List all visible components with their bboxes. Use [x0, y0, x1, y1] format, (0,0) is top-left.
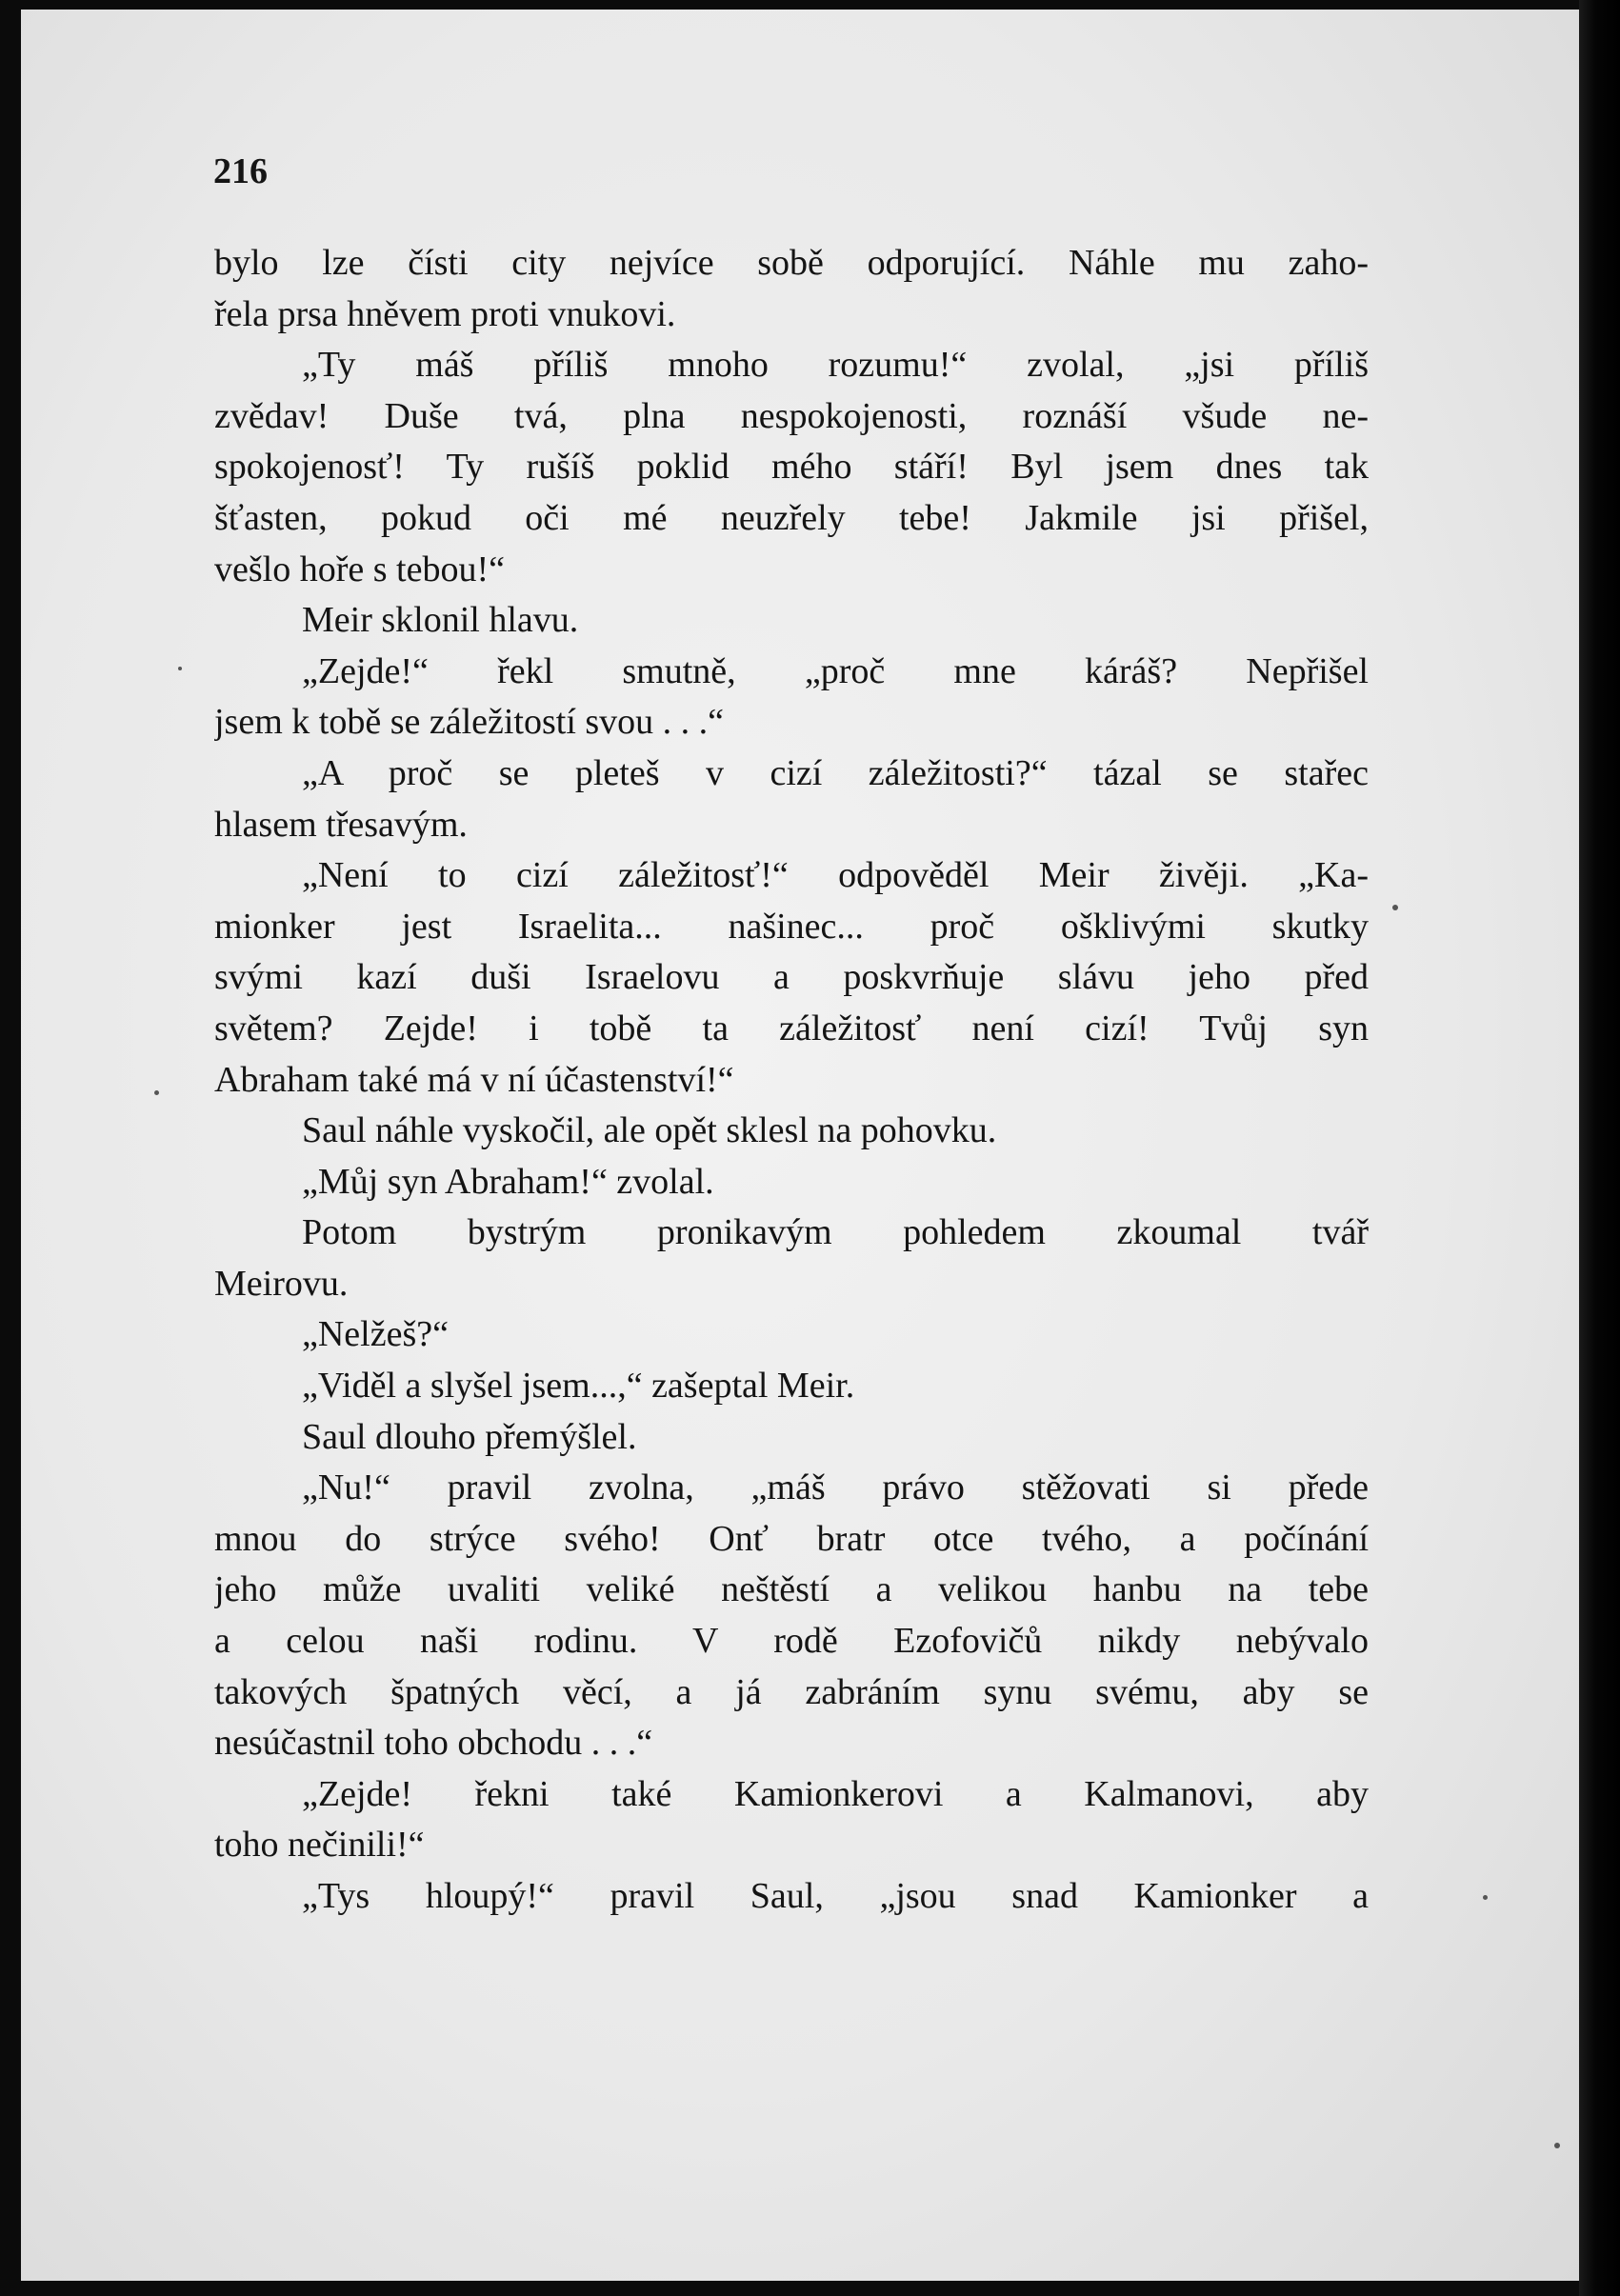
- scan-speck: [178, 667, 182, 670]
- text-line: „Můj syn Abraham!“ zvolal.: [302, 1161, 714, 1202]
- text-line: spokojenosť! Ty rušíš poklid mého stáří! Byl jsem dnes tak: [214, 447, 1369, 488]
- text-line: Abraham také má v ní účastenství!“: [214, 1059, 734, 1100]
- page-number: 216: [213, 151, 268, 191]
- text-line: vešlo hoře s tebou!“: [214, 549, 505, 589]
- text-line: jsem k tobě se záležitostí svou . . .“: [214, 702, 725, 743]
- text-line: zvědav! Duše tvá, plna nespokojenosti, roznáší všude ne-: [214, 395, 1369, 436]
- text-line: „Zejde!“ řekl smutně, „proč mne káráš? Nepřišel: [302, 650, 1369, 691]
- text-line: Saul náhle vyskočil, ale opět sklesl na pohovku.: [302, 1110, 997, 1151]
- text-line: „A proč se pleteš v cizí záležitosti?“ tázal se stařec: [302, 752, 1369, 793]
- scan-speck: [1554, 2143, 1560, 2148]
- text-line: Meirovu.: [214, 1263, 349, 1304]
- text-line: mnou do strýce svého! Onť bratr otce tvého, a počínání: [214, 1518, 1369, 1559]
- text-line: „Není to cizí záležitosť!“ odpověděl Meir živěji. „Ka-: [302, 855, 1369, 896]
- text-line: mionker jest Israelita... našinec... proč ošklivými skutky: [214, 906, 1369, 947]
- text-line: takových špatných věcí, a já zabráním synu svému, aby se: [214, 1671, 1369, 1712]
- text-line: „Ty máš příliš mnoho rozumu!“ zvolal, „jsi příliš: [302, 345, 1369, 386]
- text-line: jeho může uvaliti veliké neštěstí a velikou hanbu na tebe: [214, 1569, 1369, 1610]
- scan-border: [1579, 0, 1620, 2296]
- text-line: „Viděl a slyšel jsem...,“ zašeptal Meir.: [302, 1366, 855, 1407]
- text-line: Meir sklonil hlavu.: [302, 600, 579, 641]
- text-line: řela prsa hněvem proti vnukovi.: [214, 293, 676, 334]
- text-line: Saul dlouho přemýšlel.: [302, 1416, 637, 1457]
- text-line: šťasten, pokud oči mé neuzřely tebe! Jakmile jsi přišel,: [214, 497, 1369, 538]
- text-line: Potom bystrým pronikavým pohledem zkoumal tvář: [302, 1212, 1369, 1253]
- text-line: „Nu!“ pravil zvolna, „máš právo stěžovati si přede: [302, 1467, 1369, 1508]
- scan-speck: [1392, 905, 1398, 910]
- body-text: [214, 238, 1369, 1923]
- text-line: toho nečinili!“: [214, 1825, 425, 1866]
- text-line: „Nelžeš?“: [302, 1314, 449, 1355]
- text-line: světem? Zejde! i tobě ta záležitosť není cizí! Tvůj syn: [214, 1008, 1369, 1048]
- scan-speck: [1483, 1895, 1488, 1900]
- text-line: „Tys hloupý!“ pravil Saul, „jsou snad Kamionker a: [302, 1876, 1369, 1916]
- text-line: „Zejde! řekni také Kamionkerovi a Kalmanovi, aby: [302, 1773, 1369, 1814]
- scan-speck: [154, 1090, 159, 1095]
- text-line: nesúčastnil toho obchodu . . .“: [214, 1723, 653, 1764]
- text-line: hlasem třesavým.: [214, 804, 468, 845]
- text-line: a celou naši rodinu. V rodě Ezofovičů nikdy nebývalo: [214, 1621, 1369, 1662]
- book-page: [21, 10, 1579, 2281]
- text-line: bylo lze čísti city nejvíce sobě odporující. Náhle mu zaho-: [214, 243, 1369, 283]
- text-line: svými kazí duši Israelovu a poskvrňuje slávu jeho před: [214, 957, 1369, 998]
